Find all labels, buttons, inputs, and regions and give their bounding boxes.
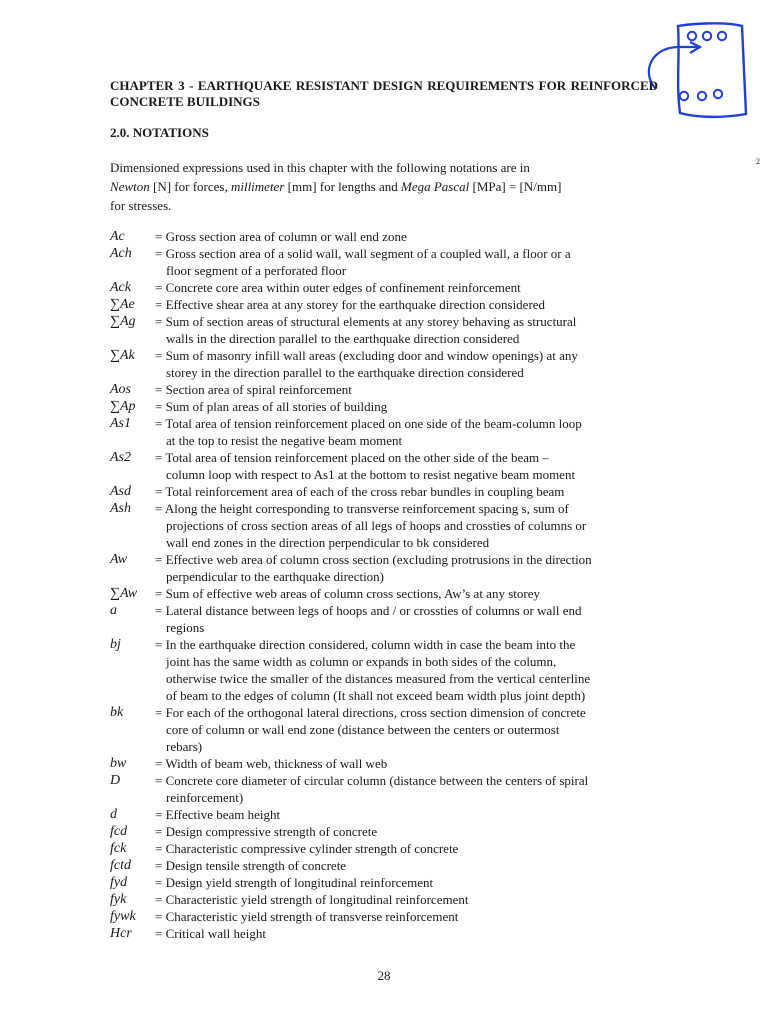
notation-definition [155, 806, 658, 823]
definition-line: = For each of the orthogonal lateral directions, cross section dimension of concrete [155, 705, 586, 720]
notation-definition [155, 585, 658, 602]
definition-line: = Characteristic compressive cylinder strength of concrete [155, 841, 459, 856]
notation-definition [155, 415, 658, 449]
chapter-title: CHAPTER 3 - EARTHQUAKE RESISTANT DESIGN REQUIREMENTS FOR REINFORCED CONCRETE BUILDINGS [110, 78, 658, 109]
notation-row [110, 500, 658, 551]
notation-definition [155, 840, 658, 857]
notation-row [110, 891, 658, 908]
definition-line: of beam to the edges of column (It shall not exceed beam width plus joint depth) [166, 688, 586, 703]
definition-line: = In the earthquake direction considered, column width in case the beam into the [155, 637, 576, 652]
notation-symbol: d [110, 807, 117, 822]
notation-row [110, 398, 658, 415]
notation-definition [155, 279, 658, 296]
definition-line: wall end zones in the direction perpendicular to bk considered [166, 535, 490, 550]
notation-definition [155, 228, 658, 245]
notation-definition [155, 636, 658, 704]
notation-symbol: ∑Ag [110, 314, 136, 329]
notation-row [110, 874, 658, 891]
definition-line: = Section area of spiral reinforcement [155, 382, 352, 397]
definition-line: column loop with respect to As1 at the bottom to resist negative beam moment [166, 467, 576, 482]
notation-row [110, 857, 658, 874]
notation-row [110, 602, 658, 636]
sketch-rebar-bottom-2 [698, 92, 706, 100]
notation-definition [155, 874, 658, 891]
notation-symbol: Ash [110, 501, 131, 516]
definition-line: = Design yield strength of longitudinal reinforcement [155, 875, 434, 890]
definition-line: = Design tensile strength of concrete [155, 858, 347, 873]
notation-symbol: ∑Ap [110, 399, 136, 414]
notation-definition [155, 381, 658, 398]
definition-line: rebars) [166, 739, 203, 754]
notation-symbol: fyk [110, 892, 127, 907]
intro-paragraph [110, 157, 760, 215]
definition-line: reinforcement) [166, 790, 244, 805]
notation-symbol: fywk [110, 909, 136, 924]
notation-row [110, 823, 658, 840]
definition-line: = Critical wall height [155, 926, 266, 941]
notation-symbol: a [110, 603, 117, 618]
notation-row [110, 245, 658, 279]
notation-definition [155, 245, 658, 279]
definition-line: = Effective web area of column cross section (excluding protrusions in the direction [155, 552, 592, 567]
notation-symbol: fck [110, 841, 127, 856]
intro-text-mpa: [MPa] = [N/mm [469, 179, 558, 194]
notation-row [110, 806, 658, 823]
notation-row [110, 313, 658, 347]
notation-symbol: Ac [110, 229, 125, 244]
notation-row [110, 636, 658, 704]
definition-line: joint has the same width as column or expands in both sides of the column, [166, 654, 557, 669]
notation-definition [155, 772, 658, 806]
definition-line: = Lateral distance between legs of hoops and / or crossties of columns or wall end [155, 603, 582, 618]
notation-row [110, 772, 658, 806]
definition-line: floor segment of a perforated floor [166, 263, 347, 278]
definition-line: = Sum of plan areas of all stories of building [155, 399, 388, 414]
notation-list [110, 228, 658, 942]
notation-definition [155, 483, 658, 500]
notation-symbol: bj [110, 637, 121, 652]
definition-line: at the top to resist the negative beam moment [166, 433, 403, 448]
intro-text-forces: [N] for forces, [149, 179, 231, 194]
notation-definition [155, 823, 658, 840]
notation-symbol: Asd [110, 484, 131, 499]
notation-symbol: fcd [110, 824, 128, 839]
definition-line: = Total area of tension reinforcement placed on one side of the beam-column loop [155, 416, 582, 431]
definition-line: = Effective beam height [155, 807, 281, 822]
definition-line: storey in the direction parallel to the earthquake direction considered [166, 365, 524, 380]
notation-symbol: As2 [110, 450, 131, 465]
sketch-rebar-bottom-1 [680, 92, 688, 100]
notation-symbol: Aos [110, 382, 131, 397]
notation-row [110, 347, 658, 381]
notation-definition [155, 347, 658, 381]
notation-symbol: As1 [110, 416, 131, 431]
definition-line: = Sum of section areas of structural elements at any storey behaving as structural [155, 314, 577, 329]
definition-line: = Concrete core diameter of circular column (distance between the centers of spiral [155, 773, 589, 788]
definition-line: regions [166, 620, 205, 635]
notation-symbol: fctd [110, 858, 131, 873]
notation-symbol: Ack [110, 280, 131, 295]
notation-definition [155, 398, 658, 415]
definition-line: = Concrete core area within outer edges of confinement reinforcement [155, 280, 521, 295]
definition-line: otherwise twice the smaller of the distances measured from the vertical centerline [166, 671, 591, 686]
notation-row [110, 840, 658, 857]
definition-line: = Effective shear area at any storey for the earthquake direction considered [155, 297, 546, 312]
definition-line: = Sum of effective web areas of column cross sections, Aw’s at any storey [155, 586, 540, 601]
notation-symbol: bk [110, 705, 124, 720]
definition-line: = Sum of masonry infill wall areas (excluding door and window openings) at any [155, 348, 578, 363]
notation-row [110, 551, 658, 585]
notation-definition [155, 551, 658, 585]
notation-symbol: bw [110, 756, 127, 771]
definition-line: walls in the direction parallel to the earthquake direction considered [166, 331, 520, 346]
notation-row [110, 449, 658, 483]
notation-symbol: ∑Aw [110, 586, 138, 601]
sketch-rebar-top-2 [703, 32, 711, 40]
definition-line: = Gross section area of column or wall end zone [155, 229, 407, 244]
definition-line: = Total area of tension reinforcement placed on the other side of the beam – [155, 450, 549, 465]
notation-row [110, 755, 658, 772]
notation-symbol: Ach [110, 246, 132, 261]
notation-symbol: Aw [110, 552, 128, 567]
intro-line-3: for stresses. [110, 198, 172, 213]
definition-line: = Design compressive strength of concrete [155, 824, 378, 839]
notation-row [110, 279, 658, 296]
page-number: 28 [377, 968, 391, 983]
definition-line: projections of cross section areas of all legs of hoops and crossties of columns or [166, 518, 587, 533]
notation-definition [155, 925, 658, 942]
sketch-rebar-top-3 [718, 32, 726, 40]
notation-definition [155, 500, 658, 551]
notation-row [110, 585, 658, 602]
notation-symbol: ∑Ae [110, 297, 135, 312]
notation-definition [155, 755, 658, 772]
section-title: 2.0. NOTATIONS [110, 125, 209, 140]
notation-definition [155, 857, 658, 874]
intro-text-close: ] [557, 179, 562, 194]
notation-row [110, 381, 658, 398]
notation-definition [155, 908, 658, 925]
notation-row [110, 415, 658, 449]
notation-symbol: Hcr [110, 926, 132, 941]
definition-line: = Characteristic yield strength of transverse reinforcement [155, 909, 459, 924]
definition-line: = Characteristic yield strength of longitudinal reinforcement [155, 892, 469, 907]
definition-line: = Total reinforcement area of each of the cross rebar bundles in coupling beam [155, 484, 565, 499]
intro-line-2 [110, 177, 658, 196]
definition-line: = Gross section area of a solid wall, wall segment of a coupled wall, a floor or a [155, 246, 571, 261]
notation-row [110, 296, 658, 313]
definition-line: = Width of beam web, thickness of wall web [155, 756, 388, 771]
notation-symbol: D [110, 773, 121, 788]
notation-row [110, 228, 658, 245]
intro-line-1: Dimensioned expressions used in this chapter with the following notations are in [110, 160, 530, 175]
unit-mega-pascal: Mega Pascal [401, 179, 470, 194]
unit-millimeter: millimeter [230, 179, 285, 194]
notation-definition [155, 704, 658, 755]
notation-row [110, 908, 658, 925]
definition-line: core of column or wall end zone (distance between the centers or outermost [166, 722, 560, 737]
definition-line: = Along the height corresponding to transverse reinforcement spacing s, sum of [155, 501, 569, 516]
notation-row [110, 483, 658, 500]
sketch-rebar-top-1 [688, 32, 696, 40]
notation-row [110, 925, 658, 942]
sketch-rebar-bottom-3 [714, 90, 722, 98]
definition-line: perpendicular to the earthquake direction) [166, 569, 385, 584]
notation-definition [155, 296, 658, 313]
unit-newton: Newton [110, 179, 150, 194]
notation-symbol: ∑Ak [110, 348, 135, 363]
notation-definition [155, 449, 658, 483]
notation-definition [155, 602, 658, 636]
notation-row [110, 704, 658, 755]
intro-text-lengths: [mm] for lengths and [284, 179, 402, 194]
superscript-2: 2 [756, 157, 760, 166]
notation-definition [155, 313, 658, 347]
notation-symbol: fyd [110, 875, 128, 890]
notation-definition [155, 891, 658, 908]
